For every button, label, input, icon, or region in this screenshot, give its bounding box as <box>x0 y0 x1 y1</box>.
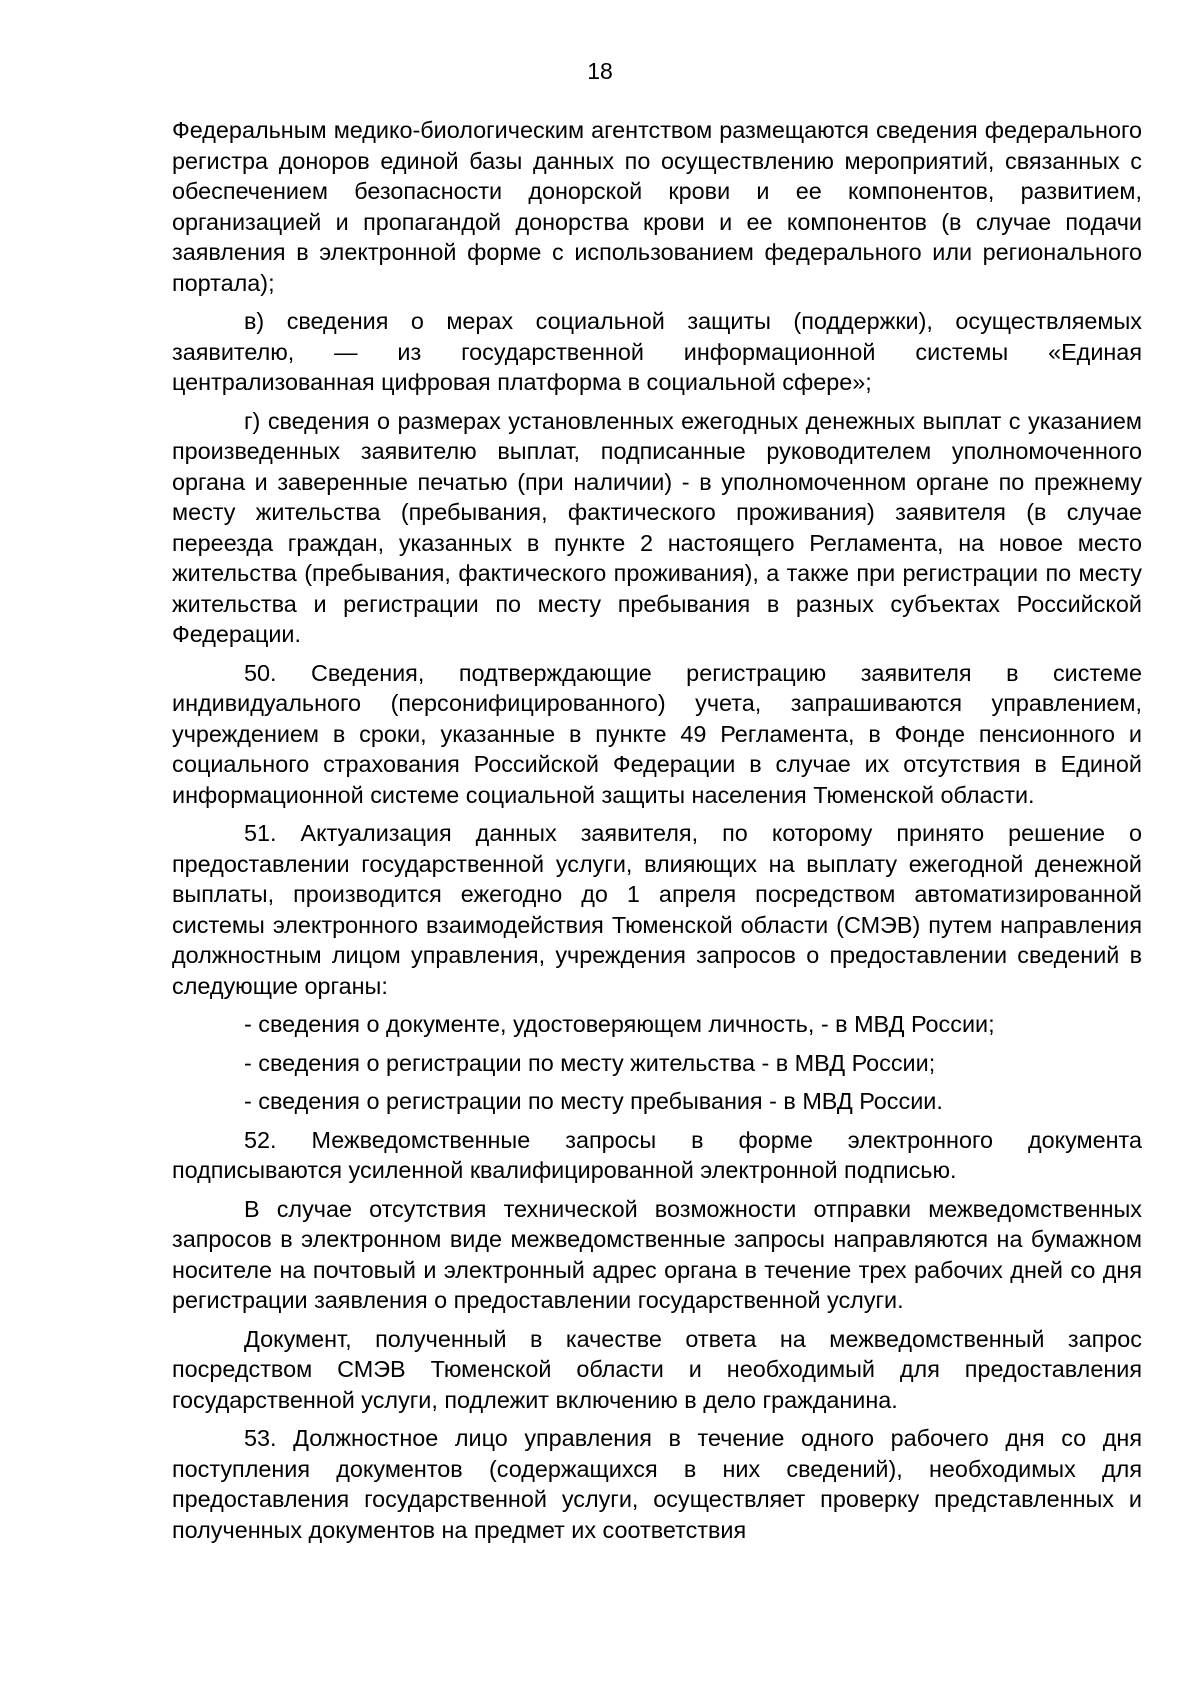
paragraph-51: 51. Актуализация данных заявителя, по которому принято решение о предоставлении государственной услуги, влияющих на выплату ежегодной денежной выплаты, производится ежегодно до 1 апреля посредством автоматизированной системы электронного взаимодействия Тюменской области (СМЭВ) путем направления должностным лицом управления, учреждения запросов о предоставлении сведений в следующие органы: <box>172 820 1142 999</box>
paragraph-item-v: в) сведения о мерах социальной защиты (поддержки), осуществляемых заявителю, — из государственной информационной системы «Единая централизованная цифровая платформа в социальной сфере»; <box>172 308 1142 395</box>
paragraph-fmba-donor-registry: Федеральным медико-биологическим агентством размещаются сведения федерального регистра доноров единой базы данных по осуществлению мероприятий, связанных с обеспечением безопасности донорской крови и ее компонентов, развитием, организацией и пропагандой донорства крови и ее компонентов (в случае подачи заявления в электронной форме с использованием федерального или регионального портала); <box>172 117 1142 296</box>
document-body <box>172 115 1142 1553</box>
paragraph-50: 50. Сведения, подтверждающие регистрацию заявителя в системе индивидуального (персонифицированного) учета, запрашиваются управлением, учреждением в сроки, указанные в пункте 49 Регламента, в Фонде пенсионного и социального страхования Российской Федерации в случае их отсутствия в Единой информационной системе социальной защиты населения Тюменской области. <box>172 659 1142 808</box>
list-item-residence-registration: - сведения о регистрации по месту жительства - в МВД России; <box>244 1049 936 1076</box>
paragraph-53: 53. Должностное лицо управления в течение одного рабочего дня со дня поступления документов (содержащихся в них сведений), необходимых для предоставления государственной услуги, осуществляет проверку представленных и полученных документов на предмет их соответствия <box>172 1425 1142 1543</box>
paragraph-52: 52. Межведомственные запросы в форме электронного документа подписываются усиленной квалифицированной электронной подписью. <box>172 1126 1142 1183</box>
page-number: 18 <box>587 58 613 84</box>
paragraph-paper-requests: В случае отсутствия технической возможности отправки межведомственных запросов в электронном виде межведомственные запросы направляются на бумажном носителе на почтовый и электронный адрес органа в течение трех рабочих дней со дня регистрации заявления о предоставлении государственной услуги. <box>172 1195 1142 1313</box>
list-item-stay-registration: - сведения о регистрации по месту пребывания - в МВД России. <box>244 1088 943 1114</box>
paragraph-response-document: Документ, полученный в качестве ответа на межведомственный запрос посредством СМЭВ Тюменской области и необходимый для предоставления государственной услуги, подлежит включению в дело гражданина. <box>172 1325 1142 1413</box>
paragraph-item-g: г) сведения о размерах установленных ежегодных денежных выплат с указанием произведенных заявителю выплат, подписанные руководителем уполномоченного органа и заверенные печатью (при наличии) - в уполномоченном органе по прежнему месту жительства (пребывания, фактического проживания) заявителя (в случае переезда граждан, указанных в пункте 2 настоящего Регламента, на новое место жительства (пребывания, фактического проживания), а также при регистрации по месту жительства и регистрации по месту пребывания в разных субъектах Российской Федерации. <box>172 407 1142 647</box>
list-item-identity-document: - сведения о документе, удостоверяющем личность, - в МВД России; <box>244 1011 995 1037</box>
